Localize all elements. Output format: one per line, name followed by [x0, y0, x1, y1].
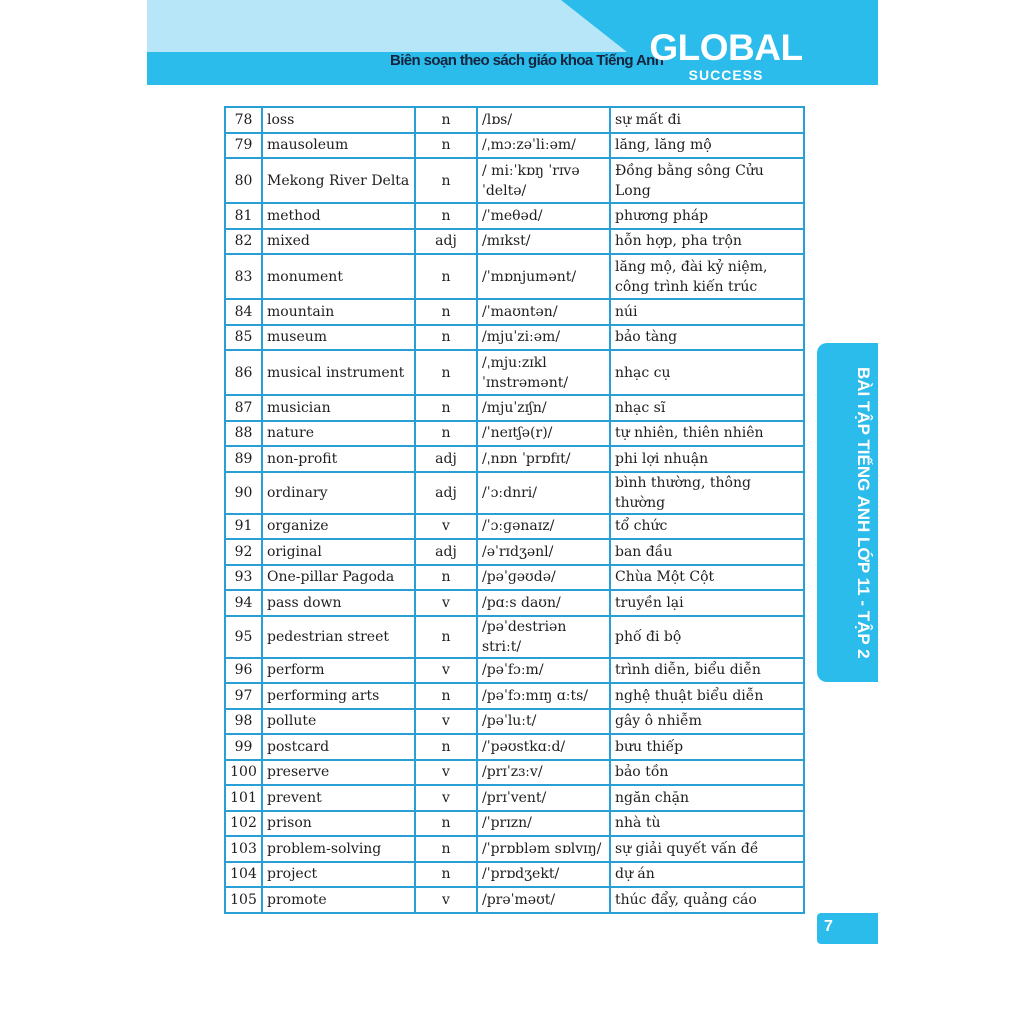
entry-meaning: tổ chức	[610, 514, 804, 540]
entry-word: problem-solving	[262, 836, 415, 862]
entry-pronunciation: /əˈrɪdʒənl/	[477, 539, 610, 565]
entry-word: mausoleum	[262, 133, 415, 159]
entry-number: 86	[225, 350, 262, 395]
entry-part-of-speech: n	[415, 421, 477, 447]
table-row	[225, 616, 804, 658]
entry-number: 85	[225, 325, 262, 351]
entry-word: non-profit	[262, 446, 415, 472]
entry-word: mountain	[262, 299, 415, 325]
entry-word: pollute	[262, 709, 415, 735]
entry-number: 83	[225, 254, 262, 299]
page-number-badge	[817, 913, 878, 944]
entry-number: 88	[225, 421, 262, 447]
entry-number: 84	[225, 299, 262, 325]
entry-number: 101	[225, 785, 262, 811]
entry-word: project	[262, 862, 415, 888]
entry-part-of-speech: n	[415, 325, 477, 351]
table-row	[225, 299, 804, 325]
entry-word: preserve	[262, 760, 415, 786]
entry-meaning: bình thường, thông thường	[610, 472, 804, 514]
table-row	[225, 683, 804, 709]
entry-part-of-speech: n	[415, 565, 477, 591]
table-row	[225, 229, 804, 255]
entry-word: pedestrian street	[262, 616, 415, 658]
entry-pronunciation: / miːˈkɒŋ ˈrɪvə ˈdeltə/	[477, 158, 610, 203]
entry-word: monument	[262, 254, 415, 299]
entry-pronunciation: /prəˈməʊt/	[477, 887, 610, 913]
entry-meaning: truyền lại	[610, 590, 804, 616]
entry-pronunciation: /ˈmɒnjumənt/	[477, 254, 610, 299]
entry-part-of-speech: n	[415, 811, 477, 837]
vocabulary-table	[224, 106, 805, 914]
entry-word: nature	[262, 421, 415, 447]
entry-part-of-speech: n	[415, 734, 477, 760]
entry-number: 99	[225, 734, 262, 760]
entry-part-of-speech: n	[415, 133, 477, 159]
entry-word: perform	[262, 658, 415, 684]
entry-meaning: trình diễn, biểu diễn	[610, 658, 804, 684]
entry-part-of-speech: n	[415, 683, 477, 709]
entry-number: 89	[225, 446, 262, 472]
entry-pronunciation: /ˈprɒbləm sɒlvɪŋ/	[477, 836, 610, 862]
table-row	[225, 158, 804, 203]
entry-pronunciation: /ˈpəʊstkɑːd/	[477, 734, 610, 760]
entry-number: 96	[225, 658, 262, 684]
entry-part-of-speech: n	[415, 836, 477, 862]
entry-number: 80	[225, 158, 262, 203]
table-row	[225, 590, 804, 616]
entry-word: performing arts	[262, 683, 415, 709]
entry-meaning: nhạc sĩ	[610, 395, 804, 421]
table-row	[225, 887, 804, 913]
entry-number: 102	[225, 811, 262, 837]
entry-pronunciation: /pɑːs daʊn/	[477, 590, 610, 616]
entry-meaning: phi lợi nhuận	[610, 446, 804, 472]
table-row	[225, 811, 804, 837]
entry-pronunciation: /ˈprɒdʒekt/	[477, 862, 610, 888]
entry-number: 79	[225, 133, 262, 159]
entry-number: 94	[225, 590, 262, 616]
entry-part-of-speech: n	[415, 203, 477, 229]
entry-number: 93	[225, 565, 262, 591]
entry-part-of-speech: n	[415, 158, 477, 203]
entry-meaning: Đồng bằng sông Cửu Long	[610, 158, 804, 203]
entry-part-of-speech: adj	[415, 229, 477, 255]
table-row	[225, 785, 804, 811]
entry-number: 92	[225, 539, 262, 565]
entry-number: 91	[225, 514, 262, 540]
entry-meaning: lăng mộ, đài kỷ niệm, công trình kiến trúc	[610, 254, 804, 299]
entry-pronunciation: /pəˈdestriən striːt/	[477, 616, 610, 658]
entry-part-of-speech: v	[415, 887, 477, 913]
entry-meaning: tự nhiên, thiên nhiên	[610, 421, 804, 447]
entry-part-of-speech: v	[415, 590, 477, 616]
table-row	[225, 350, 804, 395]
entry-meaning: phương pháp	[610, 203, 804, 229]
header-light-band	[147, 0, 627, 52]
brand-logo	[647, 28, 805, 82]
entry-word: method	[262, 203, 415, 229]
entry-number: 98	[225, 709, 262, 735]
table-row	[225, 734, 804, 760]
entry-meaning: sự mất đi	[610, 107, 804, 133]
entry-pronunciation: /ˈɔːɡənaɪz/	[477, 514, 610, 540]
entry-pronunciation: /ˈprɪzn/	[477, 811, 610, 837]
entry-meaning: bưu thiếp	[610, 734, 804, 760]
table-row	[225, 539, 804, 565]
table-row	[225, 565, 804, 591]
entry-word: One-pillar Pagoda	[262, 565, 415, 591]
entry-number: 97	[225, 683, 262, 709]
entry-part-of-speech: n	[415, 254, 477, 299]
entry-part-of-speech: n	[415, 299, 477, 325]
entry-pronunciation: /ˈmeθəd/	[477, 203, 610, 229]
entry-part-of-speech: adj	[415, 472, 477, 514]
entry-meaning: gây ô nhiễm	[610, 709, 804, 735]
table-row	[225, 658, 804, 684]
table-row	[225, 709, 804, 735]
table-row	[225, 254, 804, 299]
entry-word: musical instrument	[262, 350, 415, 395]
entry-part-of-speech: n	[415, 107, 477, 133]
table-row	[225, 446, 804, 472]
entry-meaning: nhà tù	[610, 811, 804, 837]
entry-pronunciation: /lɒs/	[477, 107, 610, 133]
table-row	[225, 514, 804, 540]
brand-sub-text: SUCCESS	[688, 67, 764, 83]
entry-word: ordinary	[262, 472, 415, 514]
entry-meaning: thúc đẩy, quảng cáo	[610, 887, 804, 913]
entry-number: 87	[225, 395, 262, 421]
entry-word: prevent	[262, 785, 415, 811]
entry-pronunciation: /mjuˈziːəm/	[477, 325, 610, 351]
entry-word: prison	[262, 811, 415, 837]
table-row	[225, 325, 804, 351]
table-row	[225, 472, 804, 514]
entry-meaning: ngăn chặn	[610, 785, 804, 811]
entry-pronunciation: /pəˈluːt/	[477, 709, 610, 735]
entry-pronunciation: /mjuˈzɪʃn/	[477, 395, 610, 421]
entry-part-of-speech: n	[415, 350, 477, 395]
brand-main-text: GLOBAL	[649, 27, 803, 68]
entry-meaning: Chùa Một Cột	[610, 565, 804, 591]
entry-word: museum	[262, 325, 415, 351]
entry-number: 100	[225, 760, 262, 786]
entry-part-of-speech: n	[415, 862, 477, 888]
entry-part-of-speech: n	[415, 616, 477, 658]
table-row	[225, 421, 804, 447]
entry-part-of-speech: v	[415, 709, 477, 735]
entry-word: mixed	[262, 229, 415, 255]
entry-pronunciation: /pəˈɡəʊdə/	[477, 565, 610, 591]
entry-word: postcard	[262, 734, 415, 760]
entry-meaning: lăng, lăng mộ	[610, 133, 804, 159]
entry-number: 103	[225, 836, 262, 862]
side-tab-label: BÀI TẬP TIẾNG ANH LỚP 11 - TẬP 2	[854, 366, 873, 659]
entry-word: pass down	[262, 590, 415, 616]
entry-meaning: ban đầu	[610, 539, 804, 565]
entry-pronunciation: /prɪˈvent/	[477, 785, 610, 811]
page-header	[147, 0, 878, 85]
entry-word: musician	[262, 395, 415, 421]
entry-pronunciation: /ˈmaʊntən/	[477, 299, 610, 325]
header-subtitle: Biên soạn theo sách giáo khoa Tiếng Anh	[390, 52, 664, 69]
entry-meaning: hỗn hợp, pha trộn	[610, 229, 804, 255]
entry-pronunciation: /ˈɔːdnri/	[477, 472, 610, 514]
entry-pronunciation: /ˌnɒn ˈprɒfɪt/	[477, 446, 610, 472]
entry-pronunciation: /pəˈfɔːmɪŋ ɑːts/	[477, 683, 610, 709]
page-number: 7	[824, 918, 833, 935]
entry-word: original	[262, 539, 415, 565]
table-row	[225, 862, 804, 888]
entry-number: 90	[225, 472, 262, 514]
entry-number: 78	[225, 107, 262, 133]
entry-number: 81	[225, 203, 262, 229]
entry-pronunciation: /mɪkst/	[477, 229, 610, 255]
table-row	[225, 836, 804, 862]
entry-meaning: núi	[610, 299, 804, 325]
table-row	[225, 107, 804, 133]
entry-number: 104	[225, 862, 262, 888]
entry-word: promote	[262, 887, 415, 913]
entry-part-of-speech: v	[415, 760, 477, 786]
entry-pronunciation: /pəˈfɔːm/	[477, 658, 610, 684]
entry-number: 95	[225, 616, 262, 658]
entry-part-of-speech: v	[415, 514, 477, 540]
entry-meaning: dự án	[610, 862, 804, 888]
table-row	[225, 203, 804, 229]
entry-part-of-speech: v	[415, 785, 477, 811]
entry-meaning: bảo tồn	[610, 760, 804, 786]
entry-meaning: bảo tàng	[610, 325, 804, 351]
entry-word: organize	[262, 514, 415, 540]
table-row	[225, 760, 804, 786]
entry-number: 105	[225, 887, 262, 913]
entry-meaning: nhạc cụ	[610, 350, 804, 395]
entry-pronunciation: /ˈneɪtʃə(r)/	[477, 421, 610, 447]
entry-pronunciation: /ˌmjuːzɪkl ˈɪnstrəmənt/	[477, 350, 610, 395]
vocabulary-table-body	[225, 107, 804, 913]
entry-part-of-speech: adj	[415, 446, 477, 472]
entry-part-of-speech: n	[415, 395, 477, 421]
entry-number: 82	[225, 229, 262, 255]
table-row	[225, 395, 804, 421]
entry-word: Mekong River Delta	[262, 158, 415, 203]
entry-meaning: nghệ thuật biểu diễn	[610, 683, 804, 709]
entry-part-of-speech: v	[415, 658, 477, 684]
entry-part-of-speech: adj	[415, 539, 477, 565]
entry-pronunciation: /prɪˈzɜːv/	[477, 760, 610, 786]
entry-meaning: sự giải quyết vấn đề	[610, 836, 804, 862]
entry-pronunciation: /ˌmɔːzəˈliːəm/	[477, 133, 610, 159]
entry-word: loss	[262, 107, 415, 133]
entry-meaning: phố đi bộ	[610, 616, 804, 658]
table-row	[225, 133, 804, 159]
